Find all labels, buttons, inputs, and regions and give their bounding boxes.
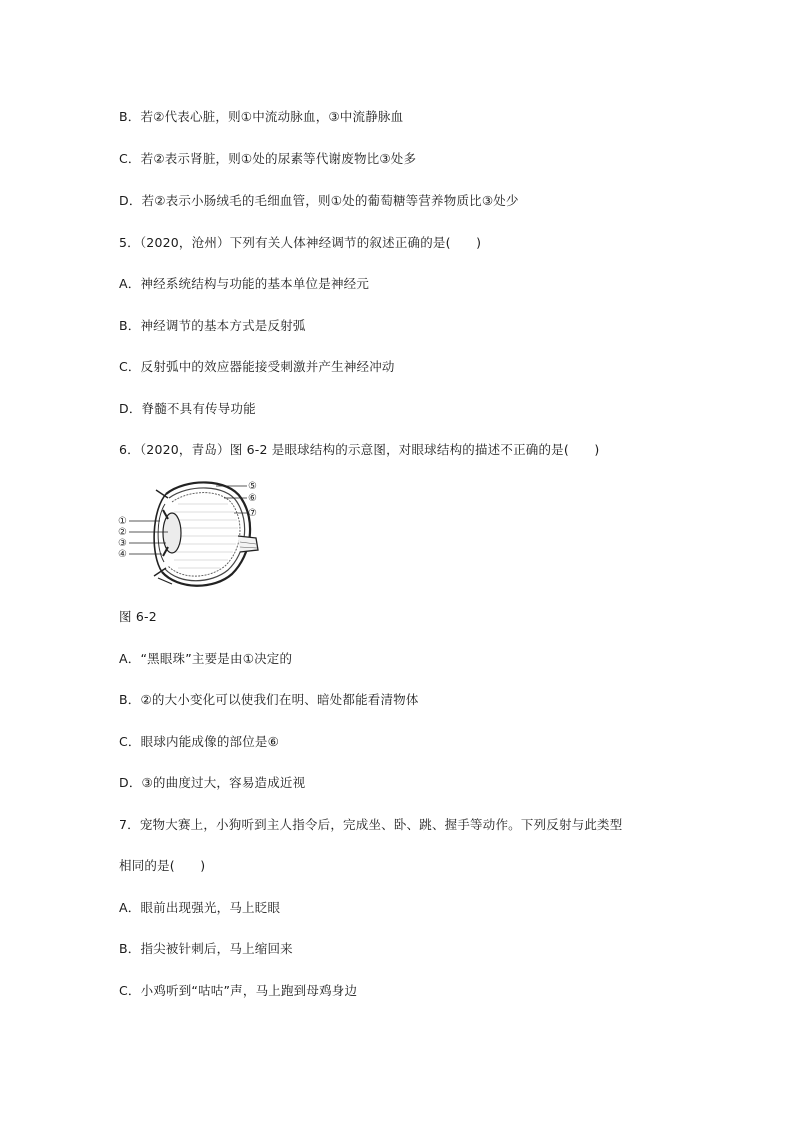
- figure-caption: 图 6-2: [119, 609, 157, 624]
- label-2: ②: [118, 527, 127, 538]
- option-6b: B．②的大小变化可以使我们在明、暗处都能看清物体: [119, 692, 419, 707]
- option-7b: B．指尖被针刺后，马上缩回来: [119, 941, 293, 956]
- label-3: ③: [118, 538, 127, 549]
- label-6: ⑥: [248, 493, 257, 504]
- option-6d: D．③的曲度过大，容易造成近视: [119, 775, 306, 790]
- option-5a: A．神经系统结构与功能的基本单位是神经元: [119, 276, 370, 291]
- option-4d: D．若②表示小肠绒毛的毛细血管，则①处的葡萄糖等营养物质比③处少: [119, 193, 519, 208]
- option-4c: C．若②表示肾脏，则①处的尿素等代谢废物比③处多: [119, 151, 417, 166]
- option-6a: A．“黑眼珠”主要是由①决定的: [119, 651, 293, 666]
- option-6c: C．眼球内能成像的部位是⑥: [119, 734, 280, 749]
- option-5c: C．反射弧中的效应器能接受刺激并产生神经冲动: [119, 359, 395, 374]
- label-1: ①: [118, 516, 127, 527]
- question-7-line-1: 7．宠物大赛上，小狗听到主人指令后，完成坐、卧、跳、握手等动作。下列反射与此类型: [119, 817, 623, 832]
- eye-diagram: [116, 474, 276, 592]
- option-7a: A．眼前出现强光，马上眨眼: [119, 900, 281, 915]
- question-6: 6．（2020，青岛）图 6-2 是眼球结构的示意图，对眼球结构的描述不正确的是( ): [119, 442, 600, 457]
- option-7c: C．小鸡听到“咕咕”声，马上跑到母鸡身边: [119, 983, 358, 998]
- option-5d: D．脊髓不具有传导功能: [119, 401, 256, 416]
- label-4: ④: [118, 549, 127, 560]
- option-4b: B．若②代表心脏，则①中流动脉血，③中流静脉血: [119, 109, 404, 124]
- label-5: ⑤: [248, 481, 257, 492]
- option-5b: B．神经调节的基本方式是反射弧: [119, 318, 306, 333]
- question-5: 5．（2020，沧州）下列有关人体神经调节的叙述正确的是( ): [119, 235, 482, 250]
- label-7: ⑦: [248, 508, 257, 519]
- eye-structure-illustration: [116, 474, 276, 592]
- question-7-line-2: 相同的是( ): [119, 858, 206, 873]
